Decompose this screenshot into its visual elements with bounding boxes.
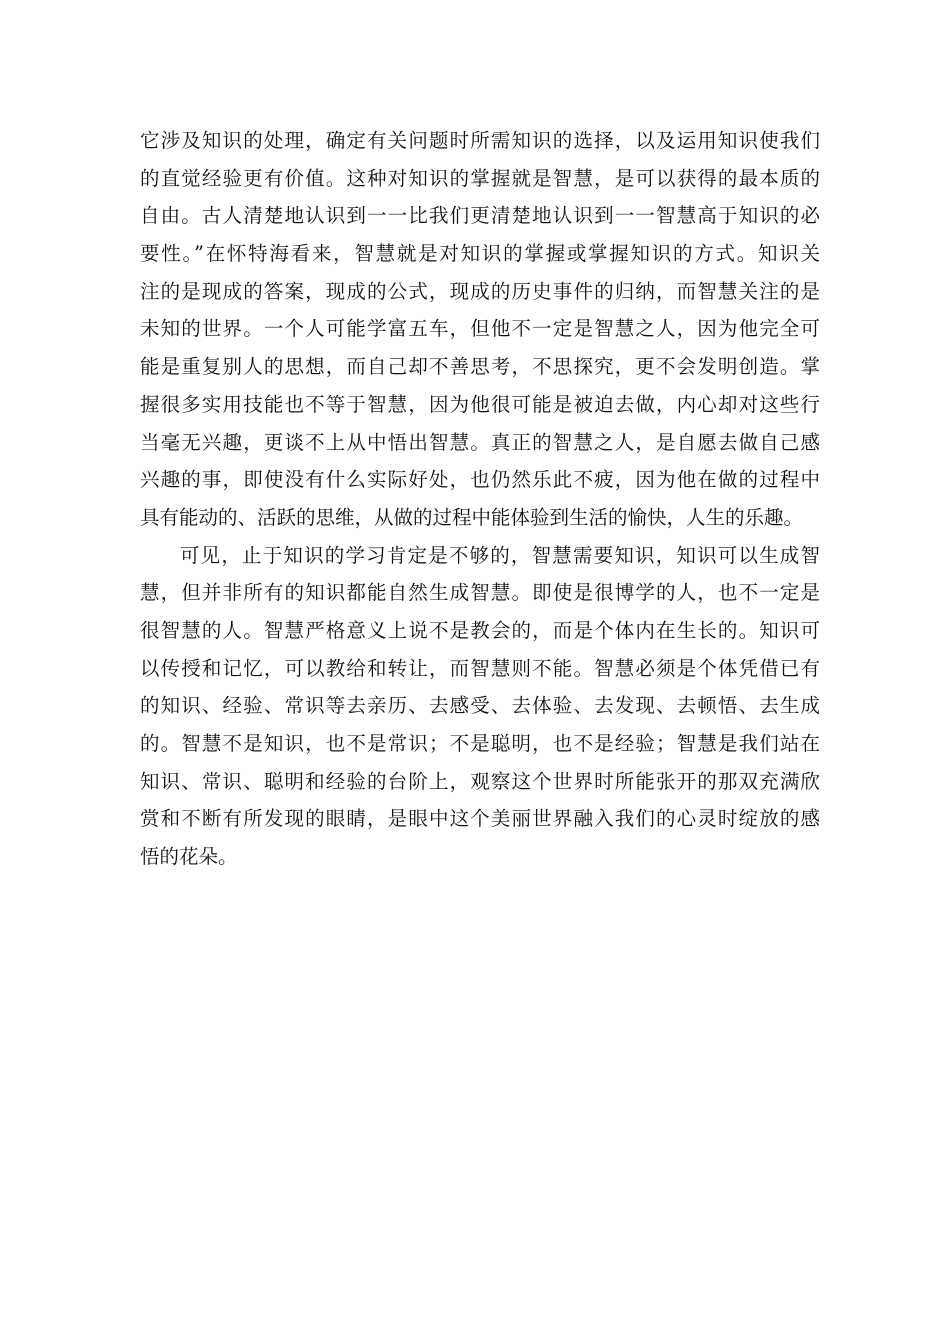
text-line: 它涉及知识的处理，确定有关问题时所需知识的选择，以及运用知识使我们 [140, 129, 820, 152]
text-line: 当毫无兴趣，更谈不上从中悟出智慧。真正的智慧之人，是自愿去做自己感 [140, 430, 820, 454]
text-line: 悟的花朵。 [140, 845, 238, 869]
text-line: 兴趣的事，即使没有什么实际好处，也仍然乐此不疲，因为他在做的过程中 [140, 468, 820, 492]
text-line: 未知的世界。一个人可能学富五车，但他不一定是智慧之人，因为他完全可 [140, 317, 820, 341]
text-line: 赏和不断有所发现的眼睛，是眼中这个美丽世界融入我们的心灵时绽放的感 [140, 807, 820, 831]
text-line: 注的是现成的答案，现成的公式，现成的历史事件的归纳，而智慧关注的是 [140, 279, 820, 303]
text-line: 握很多实用技能也不等于智慧，因为他很可能是被迫去做，内心却对这些行 [140, 392, 820, 416]
text-line: 具有能动的、活跃的思维，从做的过程中能体验到生活的愉快，人生的乐趣。 [140, 505, 804, 529]
paragraph-2 [140, 537, 820, 876]
text-line: 以传授和记忆，可以教给和转让，而智慧则不能。智慧必须是个体凭借已有 [140, 656, 820, 680]
text-line: 的。智慧不是知识，也不是常识；不是聪明，也不是经验；智慧是我们站在 [140, 732, 820, 755]
text-line: 慧，但并非所有的知识都能自然生成智慧。即使是很博学的人，也不一定是 [140, 581, 820, 605]
text-line: 知识、常识、聪明和经验的台阶上，观察这个世界时所能张开的那双充满欣 [140, 769, 820, 793]
text-line: 可见，止于知识的学习肯定是不够的，智慧需要知识，知识可以生成智 [180, 543, 820, 567]
body-text [140, 122, 820, 876]
text-line: 的直觉经验更有价值。这种对知识的掌握就是智慧，是可以获得的最本质的 [140, 166, 820, 190]
text-line: 自由。古人清楚地认识到一一比我们更清楚地认识到一一智慧高于知识的必 [140, 204, 820, 228]
text-line: 要性。”在怀特海看来，智慧就是对知识的掌握或掌握知识的方式。知识关 [140, 242, 820, 266]
paragraph-1 [140, 122, 820, 537]
text-line: 能是重复别人的思想，而自己却不善思考，不思探究，更不会发明创造。掌 [140, 355, 820, 379]
text-line: 很智慧的人。智慧严格意义上说不是教会的，而是个体内在生长的。知识可 [140, 618, 820, 642]
text-line: 的知识、经验、常识等去亲历、去感受、去体验、去发现、去顿悟、去生成 [140, 694, 820, 718]
